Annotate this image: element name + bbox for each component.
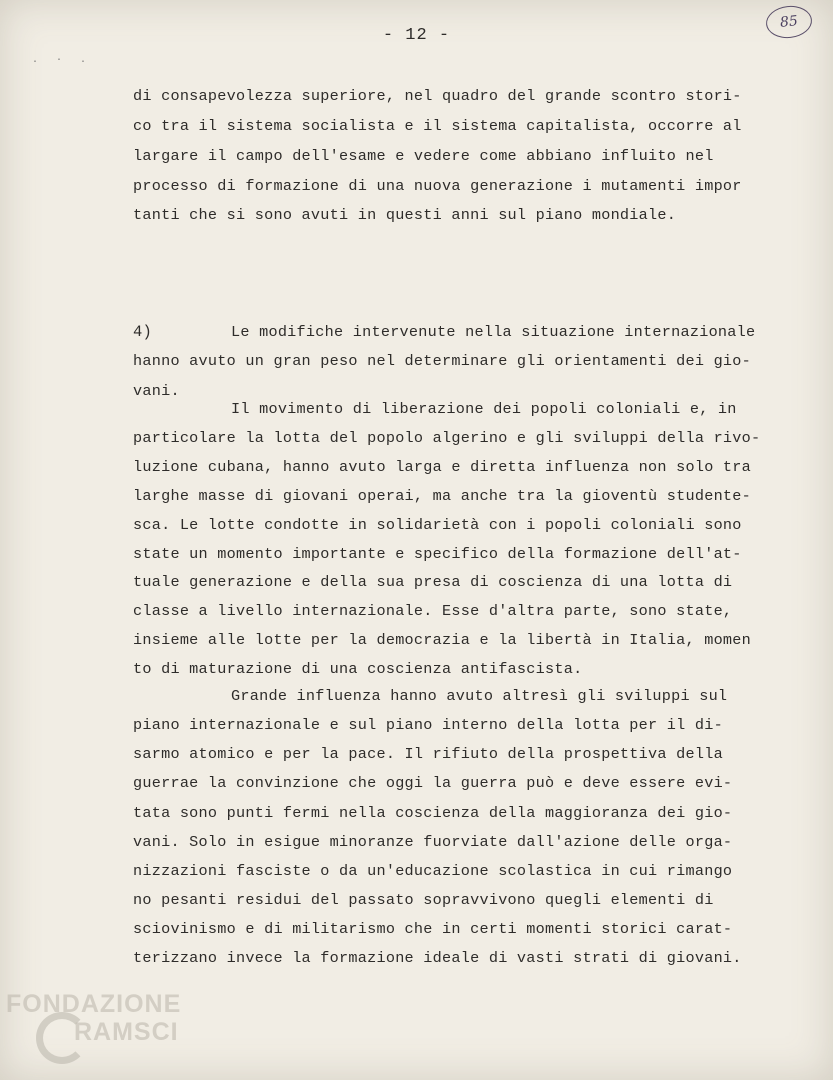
text-line: tuale generazione e della sua presa di coscienza di una lotta di — [133, 573, 733, 591]
archive-number-stamp: 85 — [764, 4, 813, 41]
text-line: no pesanti residui del passato sopravvivono quegli elementi di — [133, 891, 714, 909]
text-line: state un momento importante e specifico della formazione dell'at- — [133, 545, 742, 563]
text-line: guerrae la convinzione che oggi la guerra può e deve essere evi- — [133, 774, 733, 792]
text-line: sca. Le lotte condotte in solidarietà con i popoli coloniali sono — [133, 516, 742, 534]
text-line: hanno avuto un gran peso nel determinare gli orientamenti dei gio- — [133, 352, 752, 370]
text-line: Grande influenza hanno avuto altresì gli sviluppi sul — [231, 687, 728, 705]
text-line: vani. — [133, 382, 180, 400]
text-line: di consapevolezza superiore, nel quadro del grande scontro stori- — [133, 87, 742, 105]
watermark-line-2: RAMSCI — [74, 1018, 179, 1046]
paragraph-number: 4) — [133, 323, 153, 341]
text-line: processo di formazione di una nuova generazione i mutamenti impor — [133, 177, 742, 195]
text-line: terizzano invece la formazione ideale di vasti strati di giovani. — [133, 949, 742, 967]
text-line: sarmo atomico e per la pace. Il rifiuto della prospettiva della — [133, 745, 723, 763]
paper-specks: . · . — [32, 55, 93, 66]
text-line: piano internazionale e sul piano interno della lotta per il di- — [133, 716, 723, 734]
text-line: Il movimento di liberazione dei popoli coloniali e, in — [231, 400, 737, 418]
text-line: insieme alle lotte per la democrazia e la libertà in Italia, momen — [133, 631, 752, 649]
fondazione-gramsci-watermark — [6, 990, 236, 1070]
text-line: to di maturazione di una coscienza antifascista. — [133, 660, 583, 678]
text-line: nizzazioni fasciste o da un'educazione scolastica in cui rimango — [133, 862, 733, 880]
text-line: luzione cubana, hanno avuto larga e diretta influenza non solo tra — [133, 458, 752, 476]
text-line: particolare la lotta del popolo algerino e gli sviluppi della rivo- — [133, 429, 761, 447]
text-line: co tra il sistema socialista e il sistema capitalista, occorre al — [133, 117, 742, 135]
text-line: tata sono punti fermi nella coscienza della maggioranza dei gio- — [133, 804, 733, 822]
text-line: larghe masse di giovani operai, ma anche tra la gioventù studente- — [133, 487, 752, 505]
watermark-line-1: FONDAZIONE — [6, 990, 182, 1018]
text-line: vani. Solo in esigue minoranze fuorviate dall'azione delle orga- — [133, 833, 733, 851]
page-number: - 12 - — [382, 26, 451, 45]
text-line: tanti che si sono avuti in questi anni sul piano mondiale. — [133, 206, 677, 224]
text-line: classe a livello internazionale. Esse d'altra parte, sono state, — [133, 602, 733, 620]
text-line: largare il campo dell'esame e vedere come abbiano influito nel — [133, 147, 714, 165]
text-line: sciovinismo e di militarismo che in certi momenti storici carat- — [133, 920, 733, 938]
text-line: Le modifiche intervenute nella situazione internazionale — [231, 323, 756, 341]
